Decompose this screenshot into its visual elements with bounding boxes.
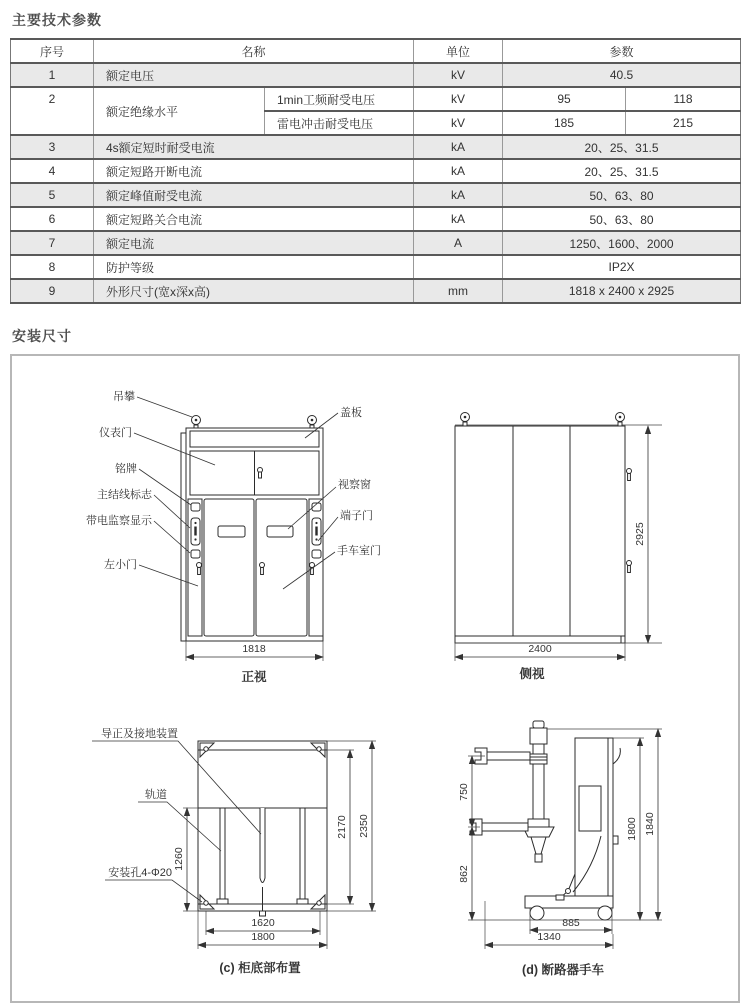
row6-no: 6 [11,207,94,231]
row4-no: 4 [11,159,94,183]
label-rail: 轨道 [145,789,167,801]
dim-1818: 1818 [242,643,266,655]
row5-unit: kA [414,183,503,207]
dim-862: 862 [458,865,470,883]
side-view-caption: 侧视 [519,667,545,681]
mounting-hole [204,747,208,751]
table-row-7 [11,231,741,255]
row1-unit: kV [414,63,503,87]
handcart-drawing [413,706,738,998]
front-view-drawing [55,389,445,694]
row1-no: 1 [11,63,94,87]
row2-no: 2 [11,87,94,135]
header-name: 名称 [94,39,414,63]
row1-name: 额定电压 [94,63,414,87]
row4-unit: kA [414,159,503,183]
base-strip [455,636,625,643]
header-no: 序号 [11,39,94,63]
dim-1260: 1260 [173,847,185,871]
label-instrument-door: 仪表门 [99,427,132,439]
row7-param: 1250、1600、2000 [503,231,741,255]
handcart-frame [573,738,620,908]
label-guide-ground-device: 导正及接地装置 [101,728,178,740]
contact-band-upper [530,754,547,764]
label-terminal-door: 端子门 [340,510,373,522]
live-display-strip [191,518,200,545]
cover-plate [190,431,319,447]
table-row-5 [11,183,741,207]
label-nameplate: 铭牌 [115,463,137,475]
side-door-handles [627,469,632,573]
row2-sub2-name: 雷电冲击耐受电压 [265,111,414,135]
row2-sub1-p2: 118 [626,87,741,111]
row5-name: 额定峰值耐受电流 [94,183,414,207]
front-cabinet [181,416,323,642]
label-mounting-holes: 安装孔4-Φ20 [108,867,172,879]
dim-2350: 2350 [358,814,370,838]
row9-param: 1818 x 2400 x 2925 [503,279,741,303]
label-inspection-window: 视察窗 [338,479,371,491]
section-title-tech-params: 主要技术参数 [12,12,102,28]
section-title-install-dims: 安装尺寸 [12,328,72,344]
inspection-window-left [218,526,245,537]
front-view-caption: 正视 [241,670,267,684]
row8-param: IP2X [503,255,741,279]
side-view-drawing [410,381,730,686]
wheel [598,906,612,920]
row3-unit: kA [414,135,503,159]
handcart-caption: (d) 断路器手车 [522,963,604,977]
row5-param: 50、63、80 [503,183,741,207]
label-main-circuit-mark: 主结线标志 [97,489,152,501]
table-row-4 [11,159,741,183]
dim-2170: 2170 [336,815,348,839]
row8-unit [414,255,503,279]
dim-2925: 2925 [634,522,646,546]
row7-no: 7 [11,231,94,255]
dim-1800: 1800 [626,817,638,841]
row9-no: 9 [11,279,94,303]
row6-param: 50、63、80 [503,207,741,231]
row6-name: 额定短路关合电流 [94,207,414,231]
left-flange [181,433,186,641]
main-circuit-mark-plate [191,550,200,558]
dim-1840: 1840 [644,812,656,836]
row8-name: 防护等级 [94,255,414,279]
row1-param: 40.5 [503,63,741,87]
installation-drawings-box [10,354,740,1003]
lifting-lug-right [308,416,317,429]
mounting-hole [317,747,321,751]
row7-unit: A [414,231,503,255]
dim-750: 750 [458,783,470,801]
row9-unit: mm [414,279,503,303]
dim-1620: 1620 [251,917,275,929]
row3-name: 4s额定短时耐受电流 [94,135,414,159]
dim-1800: 1800 [251,931,275,943]
label-handcart-room-door: 手车室门 [337,545,381,557]
row2-sub1-name: 1min工频耐受电压 [265,87,414,111]
lower-contact-arm [480,823,528,831]
dim-1340: 1340 [537,931,561,943]
header-unit: 单位 [414,39,503,63]
row2-sub2-p1: 185 [503,111,626,135]
frame-handle [613,748,620,764]
front-dim-width [186,641,323,661]
row9-name: 外形尺寸(宽x深x高) [94,279,414,303]
lifting-lug-left [461,413,470,427]
label-cover-plate: 盖板 [340,407,362,419]
row3-param: 20、25、31.5 [503,135,741,159]
bottom-layout-caption: (c) 柜底部布置 [219,961,301,975]
lifting-lug-right [616,413,625,427]
mounting-hole [204,901,208,905]
side-cabinet [455,413,662,644]
row2-name: 额定绝缘水平 [94,87,265,135]
label-left-small-door: 左小门 [104,559,137,571]
table-row-2a [11,87,741,111]
header-param: 参数 [503,39,741,63]
table-row-8 [11,255,741,279]
row2-sub1-p1: 95 [503,87,626,111]
table-header-row [11,39,741,63]
side-dim-depth [455,643,625,661]
row8-no: 8 [11,255,94,279]
bottom-layout-drawing [30,706,390,996]
wheel [530,906,544,920]
upper-contact-arm [485,752,530,760]
main-doors [188,499,323,636]
mechanism-box [579,786,601,831]
table-row-9 [11,279,741,303]
nameplate-plate [191,503,200,511]
handcart-door-left [204,499,254,636]
tech-params-table [10,38,741,304]
row2-sub2-p2: 215 [626,111,741,135]
bottom-frame [198,741,327,916]
table-row-1 [11,63,741,87]
table-row-3 [11,135,741,159]
dim-885: 885 [562,917,580,929]
mounting-hole [317,901,321,905]
instrument-doors [190,451,319,495]
row2-sub1-unit: kV [414,87,503,111]
side-dim-height [634,426,648,643]
handcart-dims [458,729,662,949]
dim-2400: 2400 [528,643,552,655]
row7-name: 额定电流 [94,231,414,255]
lifting-lug-left [192,416,201,429]
row3-no: 3 [11,135,94,159]
row6-unit: kA [414,207,503,231]
row2-sub2-unit: kV [414,111,503,135]
row4-name: 额定短路开断电流 [94,159,414,183]
live-display-strip-right [312,518,321,545]
row5-no: 5 [11,183,94,207]
label-live-display: 带电监察显示 [86,515,152,527]
row4-param: 20、25、31.5 [503,159,741,183]
table-row-6 [11,207,741,231]
label-lifting-lug: 吊攀 [113,391,135,403]
